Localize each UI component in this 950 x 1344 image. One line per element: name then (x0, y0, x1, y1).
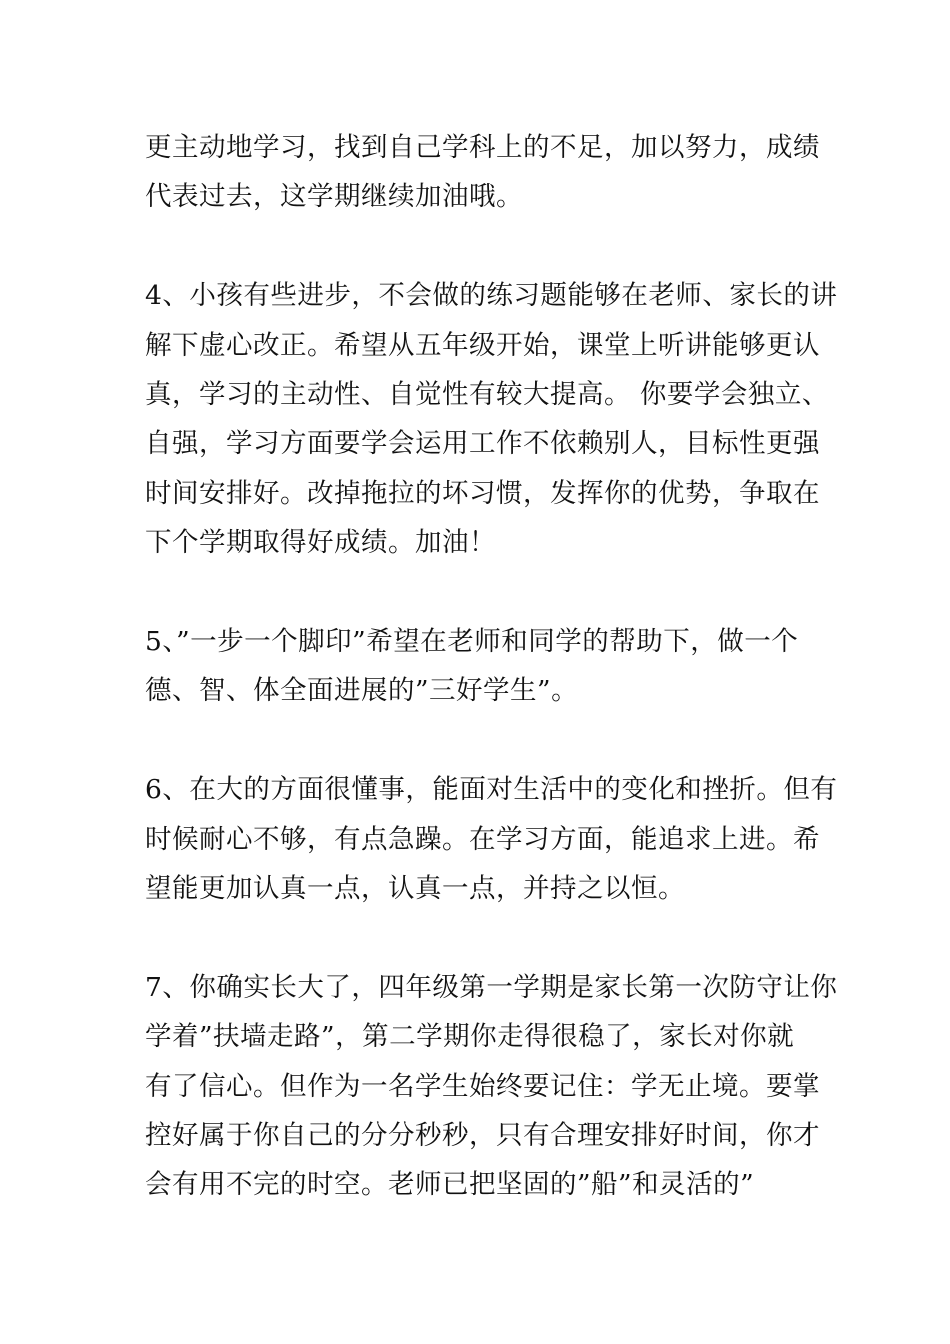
text-line: 自强，学习方面要学会运用工作不依赖别人，目标性更强 (145, 428, 820, 460)
document-body (145, 123, 838, 1210)
text-line: 控好属于你自己的分分秒秒，只有合理安排好时间，你才 (145, 1120, 820, 1152)
text-line: 时间安排好。改掉拖拉的坏习惯，发挥你的优势，争取在 (145, 477, 820, 509)
paragraph-item-5 (145, 617, 809, 716)
paragraph-item-7 (145, 963, 838, 1210)
paragraph-item-6 (145, 765, 838, 913)
text-line: 下个学期取得好成绩。加油！ (145, 527, 496, 559)
text-line: 5、”一步一个脚印”希望在老师和同学的帮助下，做一个 (145, 626, 799, 658)
text-line: 7、你确实长大了，四年级第一学期是家长第一次防守让你 (145, 971, 838, 1003)
text-line: 代表过去，这学期继续加油哦。 (145, 181, 523, 213)
text-line: 学着”扶墙走路”，第二学期你走得很稳了，家长对你就 (145, 1021, 795, 1053)
text-line: 时候耐心不够，有点急躁。在学习方面，能追求上进。希 (145, 823, 820, 855)
text-line: 望能更加认真一点，认真一点，并持之以恒。 (145, 873, 685, 905)
text-line: 6、在大的方面很懂事，能面对生活中的变化和挫折。但有 (145, 774, 838, 806)
paragraph-continuation (145, 123, 820, 222)
text-line: 会有用不完的时空。老师已把坚固的”船”和灵活的” (145, 1169, 755, 1201)
text-line: 解下虚心改正。希望从五年级开始，课堂上听讲能够更认 (145, 329, 820, 361)
text-line: 4、小孩有些进步，不会做的练习题能够在老师、家长的讲 (145, 280, 838, 312)
text-line: 真，学习的主动性、自觉性有较大提高。 你要学会独立、 (145, 379, 829, 411)
text-line: 更主动地学习，找到自己学科上的不足，加以努力，成绩 (145, 132, 820, 163)
text-line: 德、智、体全面进展的”三好学生”。 (145, 675, 579, 707)
text-line: 有了信心。但作为一名学生始终要记住：学无止境。要掌 (145, 1070, 820, 1102)
paragraph-item-4 (145, 271, 838, 567)
